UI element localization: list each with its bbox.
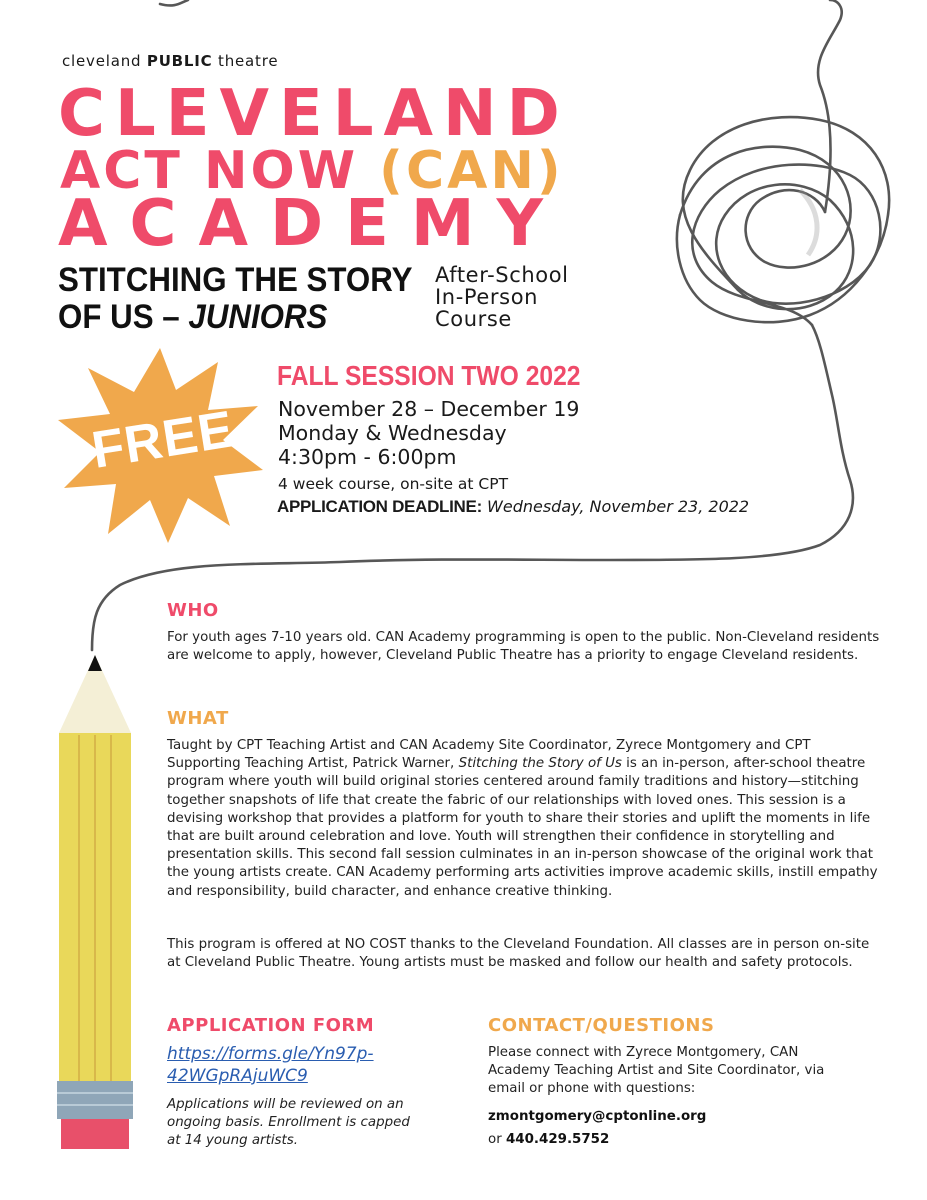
session-time: 4:30pm - 6:00pm bbox=[278, 445, 457, 469]
session-title: FALL SESSION TWO 2022 bbox=[277, 360, 581, 391]
title-can-accent: (CAN) bbox=[379, 141, 564, 201]
pencil-illustration bbox=[55, 655, 135, 1155]
session-schedule bbox=[278, 397, 579, 469]
title-line-academy: ACADEMY bbox=[58, 187, 565, 261]
who-heading: WHO bbox=[167, 600, 219, 621]
free-badge-text: FREE bbox=[87, 400, 239, 480]
program-subtitle: STITCHING THE STORY OF US – JUNIORS bbox=[58, 261, 413, 336]
title-line-cleveland: CLEVELAND bbox=[58, 77, 570, 151]
cost-text: This program is offered at NO COST thanks to the Cleveland Foundation. All classes are in person on-site at Cleveland Public Theatre. Young artists must be masked and follow our health and safety protocols. bbox=[167, 937, 870, 971]
application-note: Applications will be reviewed on an ongoing basis. Enrollment is capped at 14 young artists. bbox=[167, 1097, 410, 1149]
what-heading: WHAT bbox=[167, 708, 229, 729]
contact-heading: CONTACT/QUESTIONS bbox=[488, 1015, 715, 1036]
contact-text: Please connect with Zyrece Montgomery, CAN Academy Teaching Artist and Site Coordinator, via email or phone with questions: bbox=[488, 1045, 825, 1097]
session-days: Monday & Wednesday bbox=[278, 421, 507, 445]
session-dates: November 28 – December 19 bbox=[278, 397, 580, 421]
contact-email[interactable]: zmontgomery@cptonline.org bbox=[488, 1109, 707, 1124]
what-text: Taught by CPT Teaching Artist and CAN Academy Site Coordinator, Zyrece Montgomery and CPT Supporting Teaching Artist, Patrick Warner, Stitching the Story of Us is an in-person, after-school theatre program where youth will build original stories centered around family traditions and history—stitching together snapshots of life that create the fabric of our relationships with loved ones. This session is a devising workshop that provides a platform for youth to share their stories and uplift the moments in life that are built around celebration and love. Youth will strengthen their confidence in storytelling and presentation skills. This second fall session culminates in an in-person showcase of the original work that the young artists create. CAN Academy performing arts activities improve academic skills, instill empathy and responsibility, build character, and enhance creative thinking. bbox=[167, 738, 878, 899]
application-form-heading: APPLICATION FORM bbox=[167, 1015, 375, 1036]
course-type: After-School In-Person Course bbox=[435, 263, 569, 331]
title-line-act-now: ACT NOW (CAN) bbox=[60, 141, 564, 201]
contact-phone-line: or 440.429.5752 bbox=[488, 1132, 610, 1147]
session-duration: 4 week course, on-site at CPT bbox=[278, 475, 509, 493]
application-form-link[interactable]: https://forms.gle/Yn97p-42WGpRAjuWC9 bbox=[167, 1044, 374, 1086]
organization-name: cleveland PUBLIC theatre bbox=[62, 52, 279, 70]
application-deadline: APPLICATION DEADLINE: Wednesday, November 23, 2022 bbox=[277, 497, 750, 516]
contact-phone[interactable]: 440.429.5752 bbox=[505, 1132, 610, 1147]
who-text: For youth ages 7-10 years old. CAN Academy programming is open to the public. Non-Cleveland residents are welcome to apply, however, Cleveland Public Theatre has a priority to engage Cleveland residents. bbox=[167, 630, 880, 664]
